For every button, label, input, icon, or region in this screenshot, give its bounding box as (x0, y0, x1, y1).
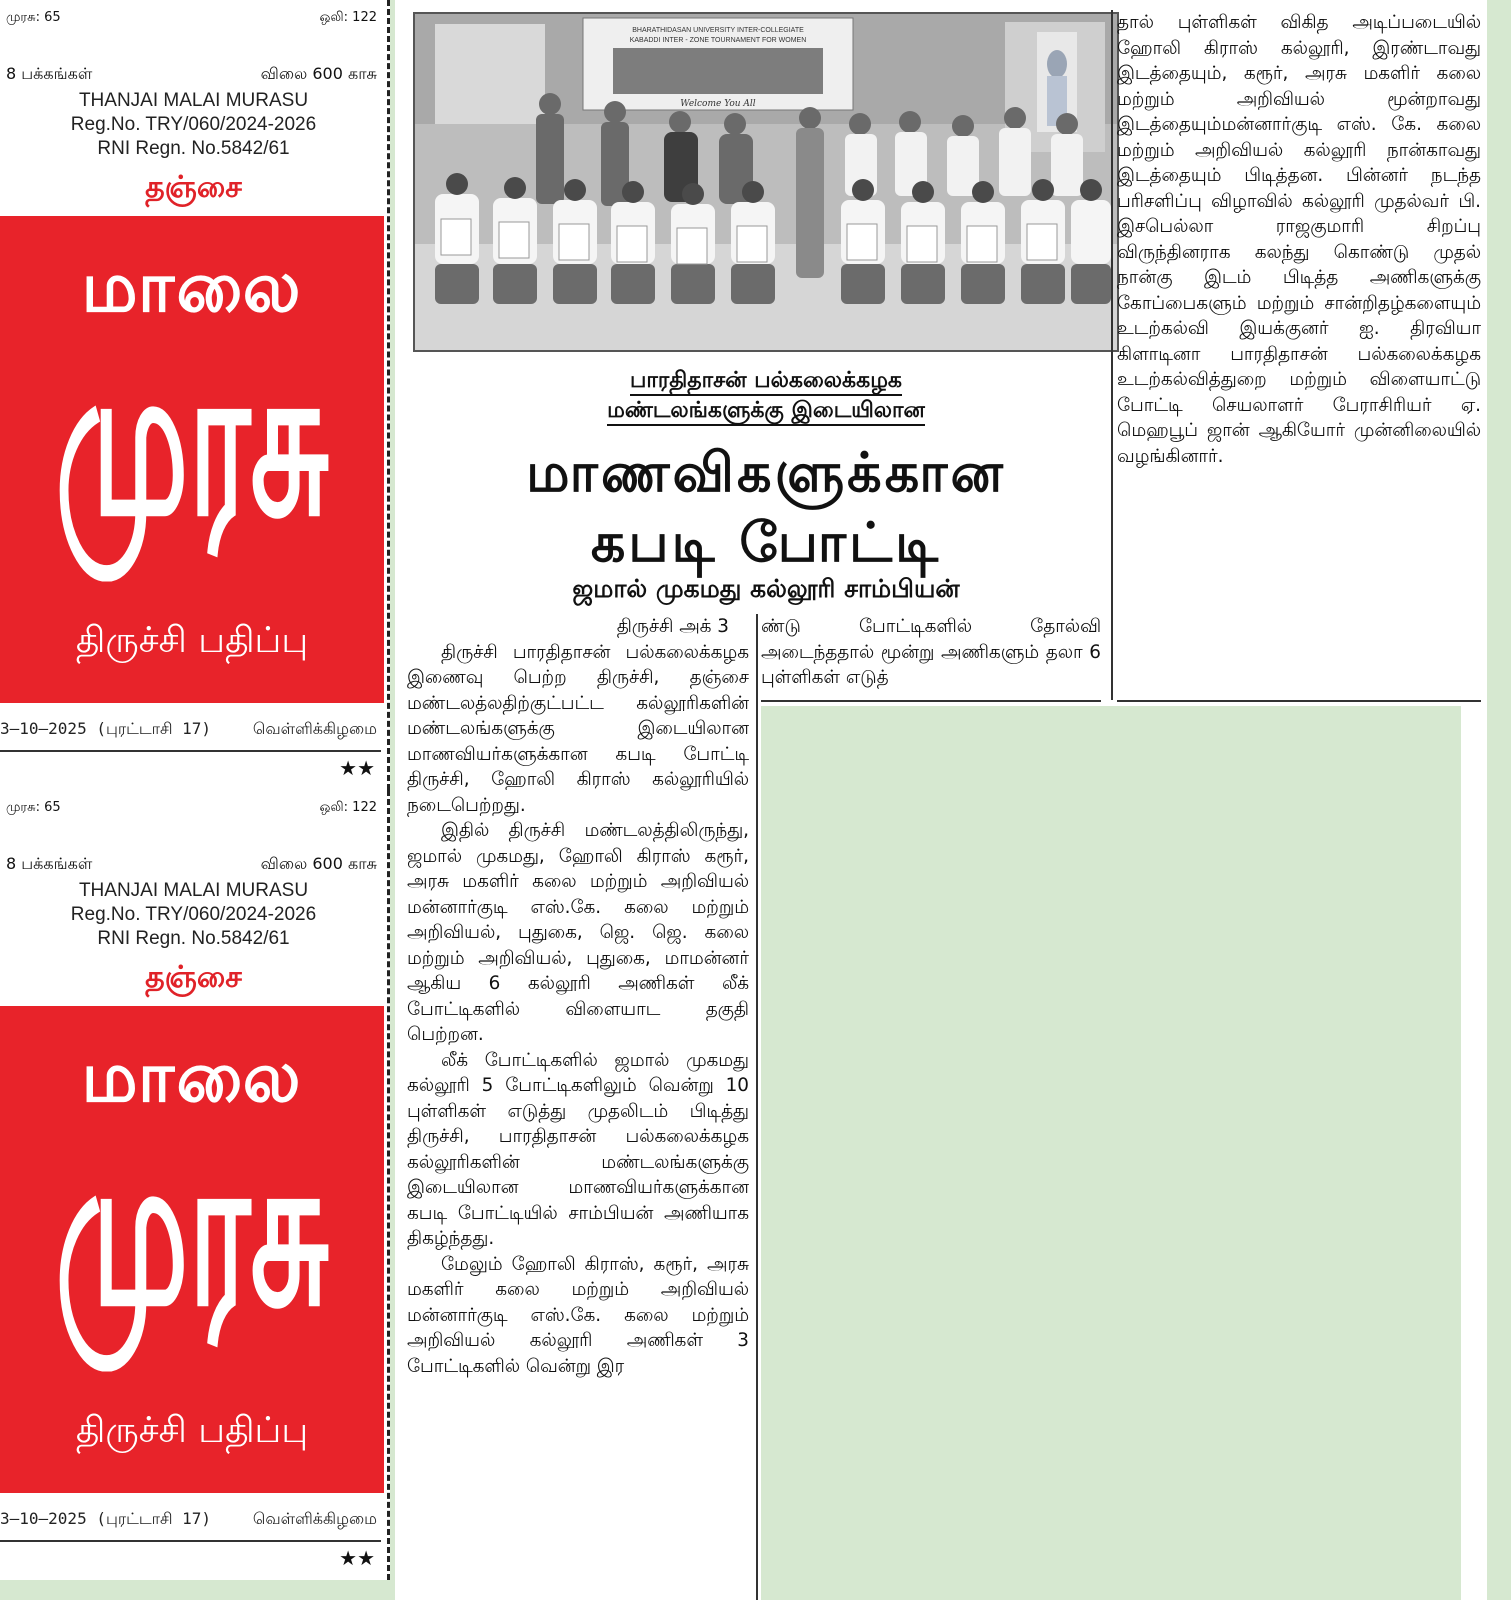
dateline: திருச்சி அக் 3 (616, 616, 729, 637)
headline-line-2: கபடி போட்டி (590, 510, 942, 574)
paragraph: மேலும் ஹோலி கிராஸ், கரூர், அரசு மகளிர் கலை மற்றும் அறிவியல் மன்னார்குடி எஸ்.கே. கலை மற்றும் அறிவியல் கல்லூரி அணிகள் 3 போட்டிகளில் வென்று இர (407, 1253, 749, 1377)
issue-date: 3–10–2025 (புரட்டாசி 17) (0, 719, 212, 738)
banner-welcome: Welcome You All (680, 99, 756, 109)
star-marks: ★★ (339, 756, 375, 780)
paragraph: லீக் போட்டிகளில் ஜமால் முகமது கல்லூரி 5 போட்டிகளிலும் வென்று 10 புள்ளிகள் எடுத்து முதலிடம் பிடித்து திருச்சி, பாரதிதாசன் பல்கலைக்கழக கல்லூரிகளின் மண்டலங்களுக்கு இடையிலான மாணவியர்களுக்கான கபடி போட்டியில் சாம்பியன் அணியாக திகழ்ந்தது. (407, 1049, 749, 1249)
blank-area (761, 706, 1461, 1600)
kicker-line-2 (413, 398, 1119, 426)
rni-number: RNI Regn. No.5842/61 (97, 138, 290, 159)
paragraph: தால் புள்ளிகள் விகித அடிப்படையில் ஹோலி கிராஸ் கல்லூரி, இரண்டாவது இடத்தையும், கரூர், அரசு மகளிர் கலை மற்றும் அறிவியல் மூன்றாவது இடத்தையும்மன்னார்குடி எஸ். கே. கலை மற்றும் அறிவியல் கல்லூரி நான்காவது இடத்தையும் பிடித்தன. பின்னர் நடந்த பரிசளிப்பு விழாவில் கல்லூரி முதல்வர் பி. இசபெல்லா ராஜகுமாரி சிறப்பு விருந்தினராக கலந்து கொண்டு முதல் நான்கு இடம் பிடித்த அணிகளுக்கு கோப்பைகளும் மற்றும் சான்றிதழ்களையும் உடற்கல்வி இயக்குனர் ஐ. திரவியா கிளாடினா பாரதிதாசன் பல்கலைக்கழக உடற்கல்வித்துறை மற்றும் விளையாட்டு போட்டி செயலாளர் பேராசிரியர் ஏ. மெஹபூப் ஜான் ஆகியோர் முன்னிலையில் வழங்கினார். (1117, 12, 1481, 467)
issue-number: ஒலி: 122 (319, 10, 377, 25)
issue-date: 3–10–2025 (புரட்டாசி 17) (0, 1509, 212, 1528)
masthead-top (0, 0, 390, 790)
rni-number: RNI Regn. No.5842/61 (97, 928, 290, 949)
divider (0, 750, 381, 752)
edition-label: திருச்சி பதிப்பு (75, 620, 309, 661)
section-divider (761, 700, 1101, 702)
city-name: தஞ்சை (145, 960, 242, 995)
paper-name: THANJAI MALAI MURASU (78, 90, 309, 111)
price: விலை 600 காசு (260, 854, 377, 873)
masthead-bottom (0, 790, 390, 1580)
paragraph: இதில் திருச்சி மண்டலத்திலிருந்து, ஜமால் முகமது, ஹோலி கிராஸ் கரூர், அரசு மகளிர் கலை மற்றும் அறிவியல் மன்னார்குடி எஸ்.கே. கலை மற்றும் அறிவியல், புதுகை, ஜெ. ஜெ. கலை மற்றும் அறிவியல், புதுகை, மாமன்னர் ஆகிய 6 கல்லூரி அணிகள் லீக் போட்டிகளில் விளையாட தகுதி பெற்றன. (407, 820, 749, 1045)
banner-line-1: BHARATHIDASAN UNIVERSITY INTER-COLLEGIATE (632, 27, 804, 34)
headline-line-1: மாணவிகளுக்கான (526, 440, 1006, 504)
paper-name: THANJAI MALAI MURASU (78, 880, 309, 901)
paragraph: ண்டு போட்டிகளில் தோல்வி அடைந்ததால் மூன்று அணிகளும் தலா 6 புள்ளிகள் எடுத் (761, 616, 1101, 688)
edition-label: திருச்சி பதிப்பு (75, 1410, 309, 1451)
city-name: தஞ்சை (145, 170, 242, 205)
page-count: 8 பக்கங்கள் (6, 64, 93, 83)
issue-row (6, 10, 377, 26)
issue-day: வெள்ளிக்கிழமை (252, 1509, 377, 1528)
pages-price-row (6, 64, 377, 85)
newspaper-logo (0, 216, 384, 703)
banner-line-2: KABADDI INTER - ZONE TOURNAMENT FOR WOMEN (629, 37, 807, 44)
date-row (0, 719, 377, 740)
star-marks: ★★ (339, 1546, 375, 1570)
column-divider (756, 614, 758, 1600)
registration-number: Reg.No. TRY/060/2024-2026 (70, 114, 317, 135)
page-count: 8 பக்கங்கள் (6, 854, 93, 873)
team-photo (413, 12, 1119, 352)
date-row (0, 1509, 377, 1530)
column-divider (1111, 10, 1113, 700)
paragraph: திருச்சி பாரதிதாசன் பல்கலைக்கழக இணைவு பெற்ற திருச்சி, தஞ்சை மண்டலத்லதிற்குட்பட்ட கல்லூரிகளின் மண்டலங்களுக்கு இடையிலான மாணவியர்களுக்கான கபடி போட்டி திருச்சி, ஹோலி கிராஸ் கல்லூரியில் நடைபெற்றது. (407, 641, 749, 816)
issue-day: வெள்ளிக்கிழமை (252, 719, 377, 738)
issue-volume: முரசு: 65 (6, 800, 61, 815)
logo-word-malai: மாலை (81, 246, 303, 328)
team-photo-illustration (415, 14, 1117, 350)
subheadline: ஜமால் முகமது கல்லூரி சாம்பியன் (572, 574, 960, 603)
article-column-2 (761, 614, 1101, 691)
news-article (395, 0, 1487, 1600)
issue-row (6, 800, 377, 816)
section-divider (1117, 700, 1481, 702)
logo-word-malai: மாலை (81, 1036, 303, 1118)
article-column-3 (1117, 10, 1481, 469)
divider (0, 1540, 381, 1542)
issue-volume: முரசு: 65 (6, 10, 61, 25)
kicker-text-2: மண்டலங்களுக்கு இடையிலான (607, 398, 925, 426)
kicker-line-1 (413, 368, 1119, 396)
registration-number: Reg.No. TRY/060/2024-2026 (70, 904, 317, 925)
price: விலை 600 காசு (260, 64, 377, 83)
logo-word-murasu: முரசு (55, 1110, 329, 1354)
newspaper-logo (0, 1006, 384, 1493)
logo-word-murasu: முரசு (55, 320, 329, 564)
pages-price-row (6, 854, 377, 875)
issue-number: ஒலி: 122 (319, 800, 377, 815)
article-column-1 (407, 614, 749, 1379)
kicker-text-1: பாரதிதாசன் பல்கலைக்கழக (630, 368, 902, 396)
